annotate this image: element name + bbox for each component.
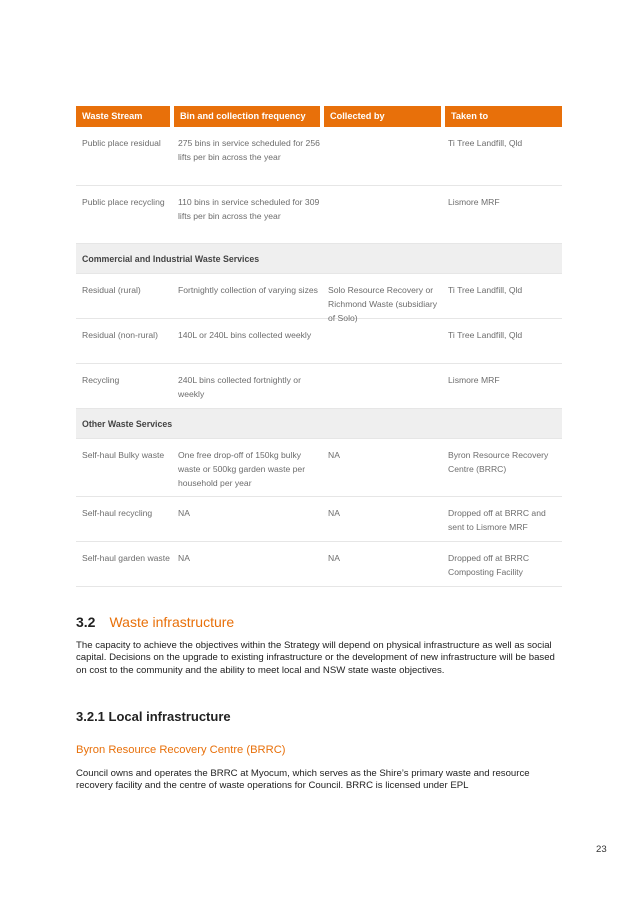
header-collected-by: Collected by [324, 106, 441, 127]
paragraph-brrc: Council owns and operates the BRRC at Myocum, which serves as the Shire’s primary waste and resource recovery facility and the centre of waste operations for Council. BRRC is licensed under EPL [76, 768, 530, 792]
table-row [76, 274, 562, 323]
section-heading [76, 614, 234, 630]
header-bin-frequency: Bin and collection frequency [174, 106, 320, 127]
cell-waste-stream: Self-haul Bulky waste [82, 450, 165, 460]
subsubsection-heading: Byron Resource Recovery Centre (BRRC) [76, 744, 286, 756]
cell-taken-to: Byron Resource Recovery Centre (BRRC) [448, 450, 549, 474]
waste-services-table [76, 106, 562, 587]
cell-waste-stream: Residual (non-rural) [82, 330, 158, 340]
cell-waste-stream: Residual (rural) [82, 285, 141, 295]
table-row [76, 364, 562, 409]
section-other-waste: Other Waste Services [76, 409, 562, 439]
cell-collected-by: NA [328, 553, 340, 563]
cell-taken-to: Dropped off at BRRC and sent to Lismore MRF [448, 508, 546, 532]
header-waste-stream: Waste Stream [76, 106, 170, 127]
table-row [76, 542, 562, 587]
cell-taken-to: Lismore MRF [448, 197, 500, 207]
cell-bin-frequency: NA [178, 553, 190, 563]
cell-waste-stream: Self-haul garden waste [82, 553, 170, 563]
cell-bin-frequency: Fortnightly collection of varying sizes [178, 285, 318, 295]
table-row [76, 186, 562, 244]
cell-collected-by: Solo Resource Recovery or Richmond Waste (subsidiary of Solo) [328, 285, 438, 323]
section-title: Waste infrastructure [109, 614, 235, 630]
cell-bin-frequency: One free drop-off of 150kg bulky waste or 500kg garden waste per household per year [178, 450, 306, 488]
table-row [76, 127, 562, 186]
cell-taken-to: Ti Tree Landfill, Qld [448, 285, 523, 295]
table-header-row [76, 106, 562, 127]
cell-taken-to: Ti Tree Landfill, Qld [448, 330, 523, 340]
paragraph-capacity: The capacity to achieve the objectives within the Strategy will depend on physical infrastructure as well as social capital. Decisions on the upgrade to existing infrastructure or the development of new infrastructure will be based on cost to the community and the ability to meet local and NSW state waste objectives. [76, 640, 555, 676]
section-commercial-industrial: Commercial and Industrial Waste Services [76, 244, 562, 274]
table-row [76, 319, 562, 364]
cell-taken-to: Lismore MRF [448, 375, 500, 385]
cell-bin-frequency: 140L or 240L bins collected weekly [178, 330, 312, 340]
cell-collected-by: NA [328, 508, 340, 518]
cell-waste-stream: Self-haul recycling [82, 508, 153, 518]
cell-bin-frequency: 240L bins collected fortnightly or weekly [178, 375, 301, 399]
cell-collected-by: NA [328, 450, 340, 460]
subsection-heading: 3.2.1 Local infrastructure [76, 709, 231, 724]
cell-bin-frequency: NA [178, 508, 190, 518]
header-taken-to: Taken to [445, 106, 562, 127]
page-number: 23 [596, 844, 607, 855]
cell-waste-stream: Public place residual [82, 138, 161, 148]
cell-waste-stream: Recycling [82, 375, 120, 385]
cell-taken-to: Ti Tree Landfill, Qld [448, 138, 523, 148]
cell-taken-to: Dropped off at BRRC Composting Facility [448, 553, 530, 577]
cell-bin-frequency: 110 bins in service scheduled for 309 lifts per bin across the year [178, 197, 320, 221]
section-number: 3.2 [76, 614, 96, 630]
table-row [76, 497, 562, 542]
cell-bin-frequency: 275 bins in service scheduled for 256 lifts per bin across the year [178, 138, 320, 162]
cell-waste-stream: Public place recycling [82, 197, 165, 207]
table-row [76, 439, 562, 497]
